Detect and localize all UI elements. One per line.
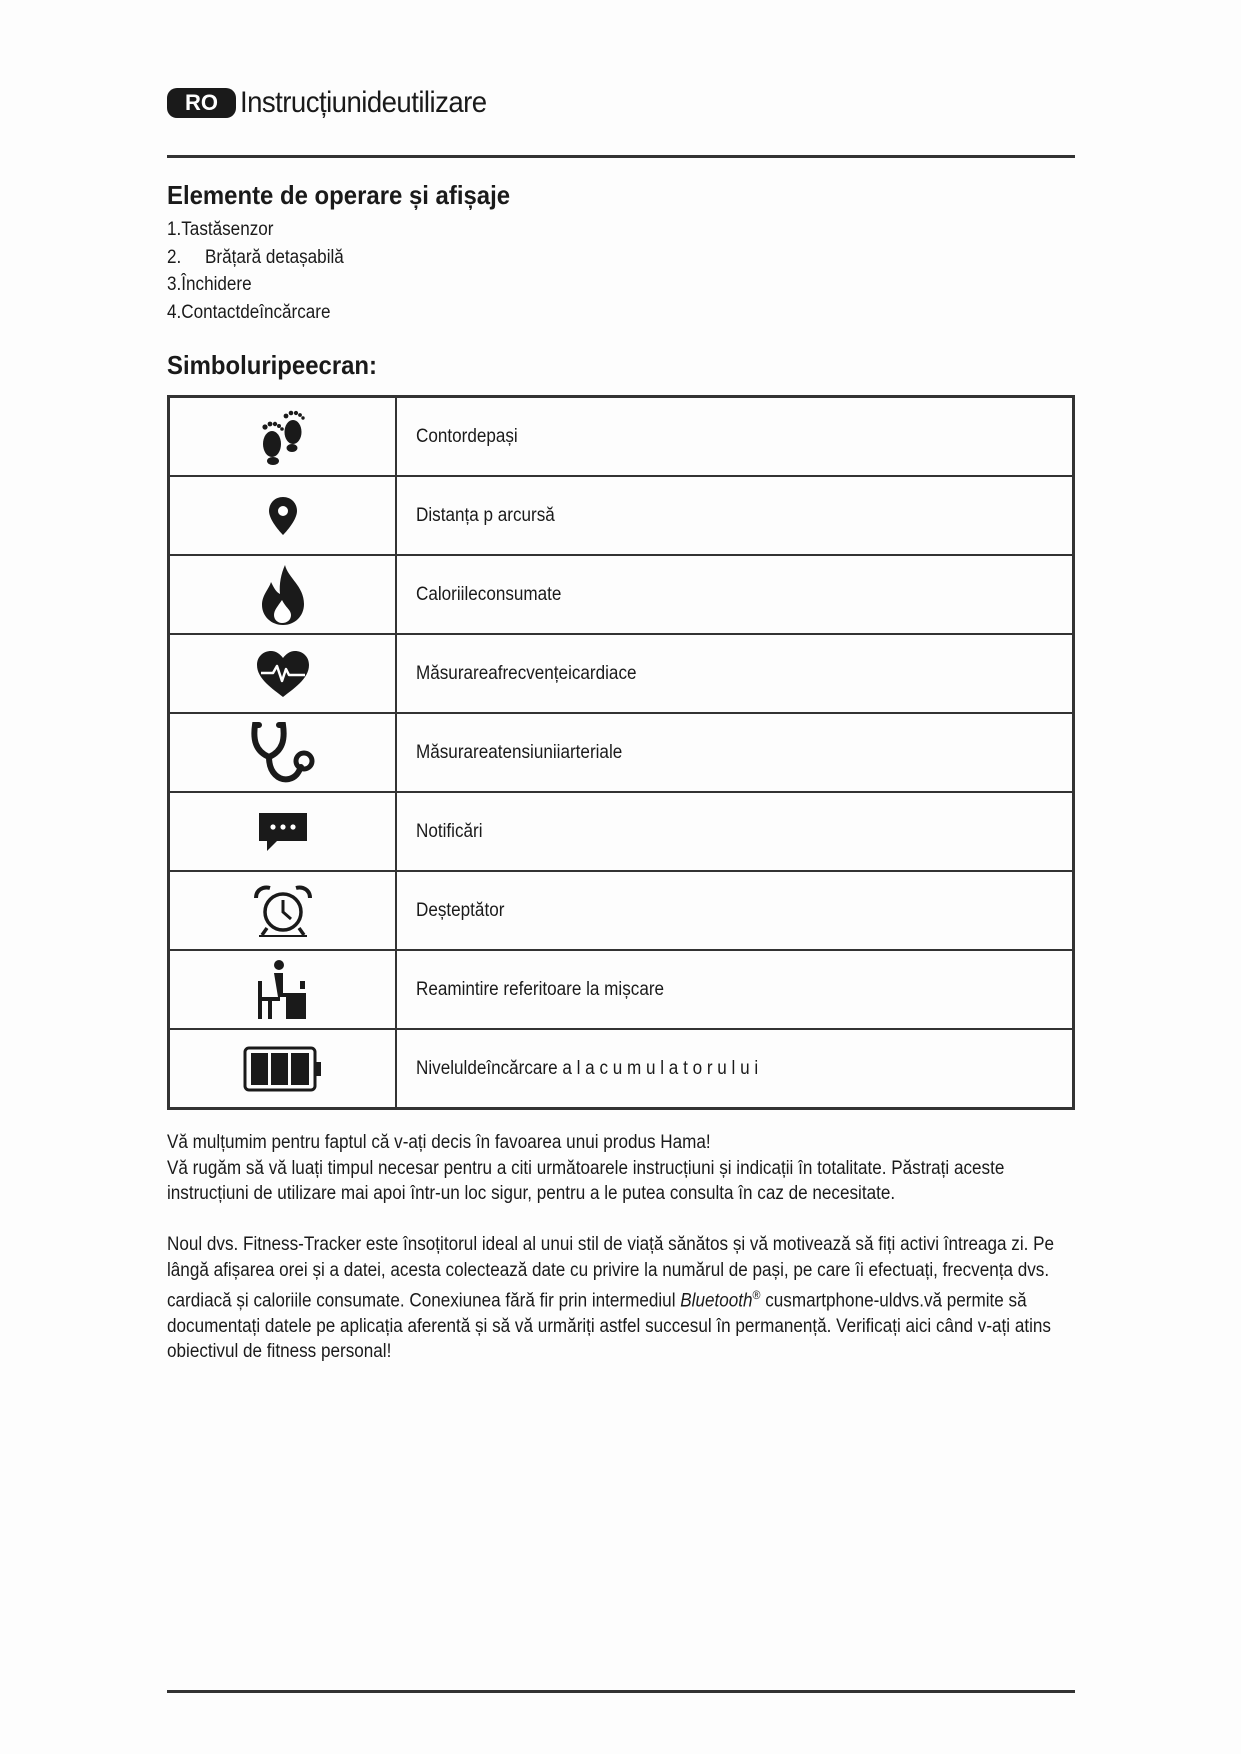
header-title: Instrucțiunideutilizare — [240, 86, 487, 119]
about-paragraph — [167, 1232, 1077, 1365]
symbol-label: Măsurareafrecvențeicardiace — [416, 662, 637, 684]
table-row — [169, 555, 1074, 634]
symbol-label: Contordepași — [416, 425, 518, 447]
language-badge: RO — [167, 88, 236, 118]
heart-pulse-icon — [255, 649, 311, 699]
symbol-label: Măsurareatensiuniiarteriale — [416, 741, 623, 763]
controls-list — [167, 216, 363, 326]
stethoscope-icon — [249, 721, 317, 785]
symbol-label: Distanța p arcursă — [416, 504, 555, 526]
controls-item: 2. Brățară detașabilă — [167, 246, 344, 268]
battery-icon — [243, 1046, 323, 1092]
chat-bubble-icon — [257, 811, 309, 853]
table-row — [169, 792, 1074, 871]
symbols-heading: Simboluripeecran: — [167, 350, 378, 380]
alarm-clock-icon — [253, 884, 313, 938]
symbol-label: Notificări — [416, 820, 483, 842]
symbol-label: Reamintire referitoare la mișcare — [416, 978, 665, 1000]
footprints-icon — [256, 408, 310, 466]
intro-line: Vă mulțumim pentru faptul că v-ați decis în favoarea unui produs Hama! — [167, 1132, 711, 1153]
table-row — [169, 713, 1074, 792]
bluetooth-trademark: Bluetooth — [680, 1290, 753, 1312]
header-divider — [167, 155, 1075, 158]
table-row — [169, 634, 1074, 713]
sitting-person-icon — [256, 959, 310, 1021]
table-row — [169, 397, 1074, 477]
flame-icon — [258, 564, 308, 626]
controls-item: 1.Tastăsenzor — [167, 219, 274, 240]
symbol-label: Niveluldeîncărcare a l a c u m u l a t o r u l u i — [416, 1057, 759, 1079]
symbol-label: Caloriileconsumate — [416, 583, 562, 605]
registered-mark: ® — [752, 1288, 761, 1302]
table-row — [169, 1029, 1074, 1109]
table-row — [169, 871, 1074, 950]
about-text: Noul dvs. Fitness-Tracker este însoțitorul ideal al unui stil de viață sănătos și vă motivează să fiți activi întreaga zi. Pe lângă afișarea orei și a datei, acesta colectează date cu privire la numărul de pași, pe care îi efectuați, frecvența dvs. cardiacă și caloriile consumate. Conexiunea fără fir prin intermediul Bluetooth® cusmartphone-uldvs.vă permite să documentați datele pe aplicația aferentă și să vă urmăriți astfel succesul în permanență. Verificați aici când v-ați atins obiectivul de fitness personal! — [167, 1234, 1055, 1363]
footer-divider — [167, 1690, 1075, 1693]
controls-item: 4.Contactdeîncărcare — [167, 301, 331, 323]
controls-heading: Elemente de operare și afișaje — [167, 180, 511, 210]
table-row — [169, 476, 1074, 555]
table-row — [169, 950, 1074, 1029]
symbol-label: Deșteptător — [416, 899, 505, 921]
page-header — [167, 86, 508, 120]
intro-paragraph — [167, 1130, 1077, 1207]
location-pin-icon — [267, 496, 299, 536]
controls-item: 3.Închidere — [167, 274, 252, 295]
intro-line: Vă rugăm să vă luați timpul necesar pentru a citi următoarele instrucțiuni și indicații în totalitate. Păstrați aceste instrucțiuni de utilizare mai apoi într-un loc sigur, pentru a le putea consulta în caz de necesitate. — [167, 1157, 1005, 1204]
symbols-table — [167, 395, 1075, 1110]
